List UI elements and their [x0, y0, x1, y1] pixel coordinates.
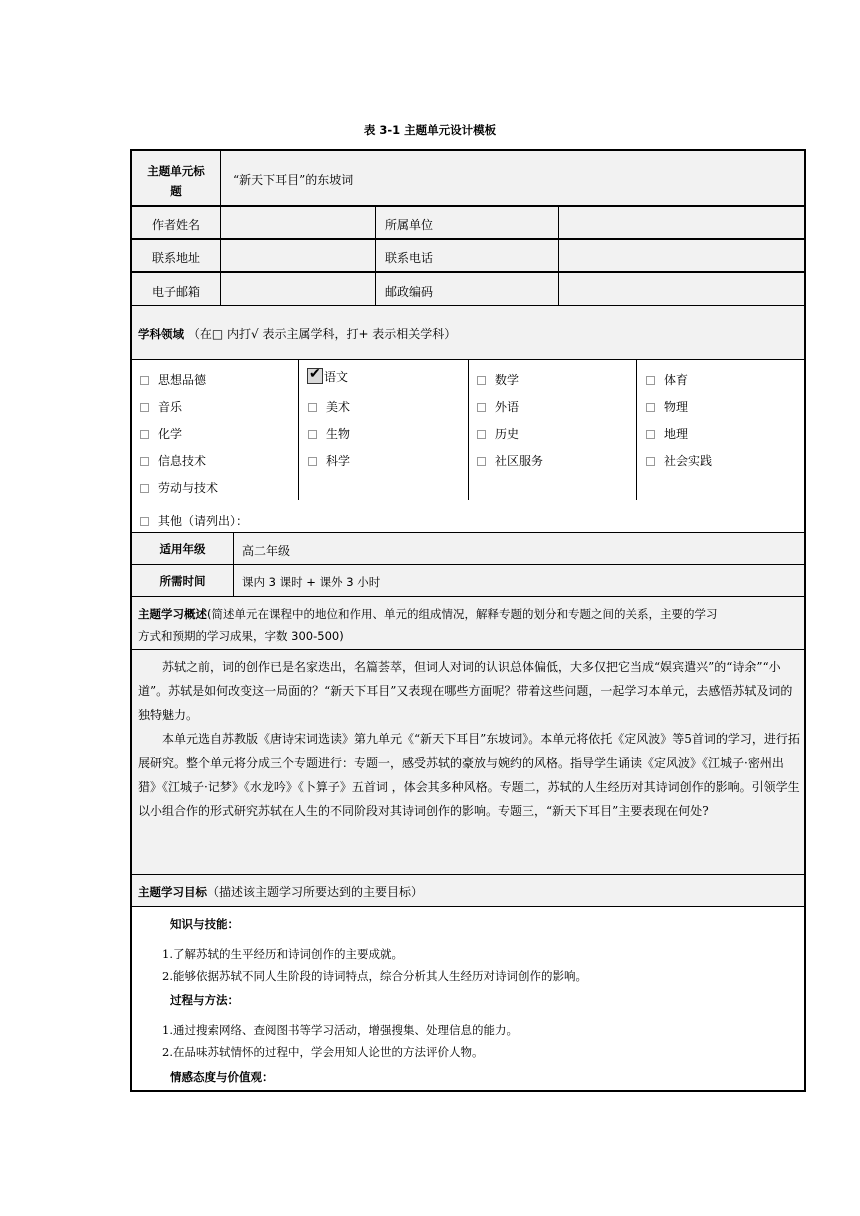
col-divider: [220, 149, 221, 306]
subject-option-chinese[interactable]: [307, 368, 348, 385]
border-right: [804, 149, 806, 1092]
checkbox-icon[interactable]: [477, 457, 486, 466]
knowledge-item-2: 2.能够依据苏轼不同人生阶段的诗词特点，综合分析其人生经历对诗词创作的影响。: [162, 969, 587, 983]
col-divider: [468, 360, 469, 500]
subject-option-other[interactable]: [140, 512, 248, 529]
subject-label: 社会实践: [664, 454, 713, 468]
checkbox-icon[interactable]: [140, 430, 149, 439]
postcode-field[interactable]: [560, 274, 803, 304]
rule: [130, 906, 806, 907]
col-divider: [298, 360, 299, 500]
overview-paragraph-1: 苏轼之前，词的创作已是名家迭出，名篇荟萃，但词人对词的认识总体偏低，大多仅把它当成“娱宾遣兴”的“诗余”“小道”。苏轼是如何改变这一局面的？“新天下耳目”又表现在哪些方面呢？带着这些问题，一起学习本单元，去感悟苏轼及词的独特魅力。: [138, 660, 793, 722]
grade-value[interactable]: 高二年级: [242, 544, 291, 558]
overview-paragraph-2: 本单元选自苏教版《唐诗宋词选读》第九单元《“新天下耳目”东坡词》。本单元将依托《定风波》等5首词的学习，进行拓展研究。整个单元将分成三个专题进行：专题一，感受苏轼的豪放与婉约的风格。指导学生诵读《定风波》《江城子·密州出猎》《江城子·记梦》《水龙吟》《卜算子》五首词 ，体会其多种风格。专题二，苏轼的人生经历对其诗词创作的影响。引领学生以小组合作的形式研究苏轼在人生的不同阶段对其诗词创作的影响。专题三，“新天下耳目”主要表现在何处?: [138, 732, 800, 818]
subject-label: 数学: [495, 373, 520, 387]
checkbox-icon[interactable]: [646, 376, 655, 385]
knowledge-title: 知识与技能：: [170, 917, 239, 931]
subject-option[interactable]: [646, 398, 688, 415]
title-row-bg: [130, 149, 806, 206]
checkbox-icon[interactable]: [140, 484, 149, 493]
col-divider: [233, 532, 234, 596]
overview-note-line2: 方式和预期的学习成果，字数 300-500): [138, 629, 344, 643]
checkbox-icon[interactable]: [140, 457, 149, 466]
checkbox-icon[interactable]: [140, 376, 149, 385]
postcode-label: 邮政编码: [385, 285, 434, 299]
overview-note-line1: (简述单元在课程中的地位和作用、单元的组成情况，解释专题的划分和专题之间的关系，主要的学习: [207, 607, 718, 621]
process-item-2: 2.在品味苏轼情怀的过程中，学会用知人论世的方法评价人物。: [162, 1045, 484, 1059]
subject-label: 语文: [324, 370, 349, 384]
subject-option[interactable]: [646, 425, 688, 442]
subject-option[interactable]: [140, 452, 206, 469]
subject-label: 化学: [158, 427, 183, 441]
subject-option[interactable]: [308, 398, 350, 415]
subject-option[interactable]: [477, 425, 519, 442]
email-field[interactable]: [222, 274, 374, 304]
checkbox-icon[interactable]: [477, 403, 486, 412]
grade-label: 适用年级: [159, 542, 206, 556]
subject-option[interactable]: [646, 452, 712, 469]
col-divider: [636, 360, 637, 500]
rule: [130, 271, 806, 273]
unit-label: 所属单位: [385, 218, 434, 232]
table-caption: 表 3-1 主题单元设计模板: [363, 123, 497, 137]
rule: [130, 149, 806, 151]
rule: [130, 874, 806, 875]
subject-option[interactable]: [140, 479, 218, 496]
col-divider: [375, 206, 376, 306]
subject-label: 物理: [664, 400, 689, 414]
subject-option[interactable]: [140, 398, 182, 415]
subject-label: 历史: [495, 427, 520, 441]
checkbox-icon[interactable]: [477, 376, 486, 385]
subject-option[interactable]: [477, 371, 519, 388]
rule: [130, 564, 806, 565]
subject-label: 科学: [326, 454, 351, 468]
title-label-line2: 题: [170, 184, 182, 198]
subject-label: 信息技术: [158, 454, 207, 468]
checkmark-icon[interactable]: [307, 368, 323, 384]
rule: [130, 532, 806, 533]
checkbox-icon[interactable]: [308, 430, 317, 439]
subject-option[interactable]: [308, 425, 350, 442]
subject-option[interactable]: [646, 371, 688, 388]
subject-label: 劳动与技术: [158, 481, 219, 495]
subject-option[interactable]: [140, 371, 206, 388]
unit-field[interactable]: [560, 208, 803, 238]
subject-area-note: （在□ 内打√ 表示主属学科，打+ 表示相关学科）: [187, 327, 457, 341]
attitude-title: 情感态度与价值观：: [170, 1070, 274, 1084]
checkbox-icon[interactable]: [477, 430, 486, 439]
checkbox-icon[interactable]: [646, 457, 655, 466]
phone-field[interactable]: [560, 241, 803, 271]
rule: [130, 649, 806, 650]
process-item-1: 1.通过搜索网络、查阅图书等学习活动，增强搜集、处理信息的能力。: [162, 1023, 518, 1037]
process-title: 过程与方法：: [170, 993, 239, 1007]
address-label: 联系地址: [151, 251, 200, 265]
overview-header: [138, 603, 802, 647]
address-field[interactable]: [222, 241, 374, 271]
time-label: 所需时间: [159, 574, 206, 588]
subject-option[interactable]: [140, 425, 182, 442]
author-label: 作者姓名: [151, 218, 200, 232]
title-value[interactable]: “新天下耳目”的东坡词: [233, 173, 354, 187]
subject-label: 美术: [326, 400, 351, 414]
subject-label: 社区服务: [495, 454, 544, 468]
knowledge-item-1: 1.了解苏轼的生平经历和诗词创作的主要成就。: [162, 947, 403, 961]
title-label: [132, 161, 220, 201]
checkbox-icon[interactable]: [308, 403, 317, 412]
checkbox-icon[interactable]: [646, 430, 655, 439]
subject-other-label: 其他（请列出）：: [158, 514, 249, 528]
overview-body: [138, 655, 800, 823]
col-divider: [558, 206, 559, 306]
checkbox-icon[interactable]: [140, 403, 149, 412]
rule: [130, 205, 806, 207]
subject-area-header: [138, 325, 456, 342]
subject-label: 生物: [326, 427, 351, 441]
subject-label: 音乐: [158, 400, 183, 414]
overview-label: 主题学习概述: [138, 607, 207, 621]
checkbox-icon[interactable]: [140, 517, 149, 526]
email-label: 电子邮箱: [151, 285, 200, 299]
subject-area-label: 学科领域: [138, 327, 184, 341]
checkbox-icon[interactable]: [308, 457, 317, 466]
goals-note: （描述该主题学习所要达到的主要目标）: [207, 885, 424, 899]
rule: [130, 305, 806, 306]
subject-option[interactable]: [308, 452, 350, 469]
rule: [130, 238, 806, 240]
author-field[interactable]: [222, 208, 374, 238]
subject-option[interactable]: [477, 398, 519, 415]
time-value[interactable]: 课内 3 课时 + 课外 3 小时: [242, 575, 381, 589]
rule: [130, 1090, 806, 1092]
subject-label: 体育: [664, 373, 689, 387]
subject-label: 地理: [664, 427, 689, 441]
subject-label: 外语: [495, 400, 520, 414]
unit-design-table: [130, 149, 806, 1092]
subject-label: 思想品德: [158, 373, 207, 387]
rule: [130, 596, 806, 597]
goals-label: 主题学习目标: [138, 885, 207, 899]
phone-label: 联系电话: [385, 251, 434, 265]
checkbox-icon[interactable]: [646, 403, 655, 412]
title-label-line1: 主题单元标: [147, 164, 205, 178]
goals-header: [138, 883, 423, 900]
subject-option[interactable]: [477, 452, 543, 469]
